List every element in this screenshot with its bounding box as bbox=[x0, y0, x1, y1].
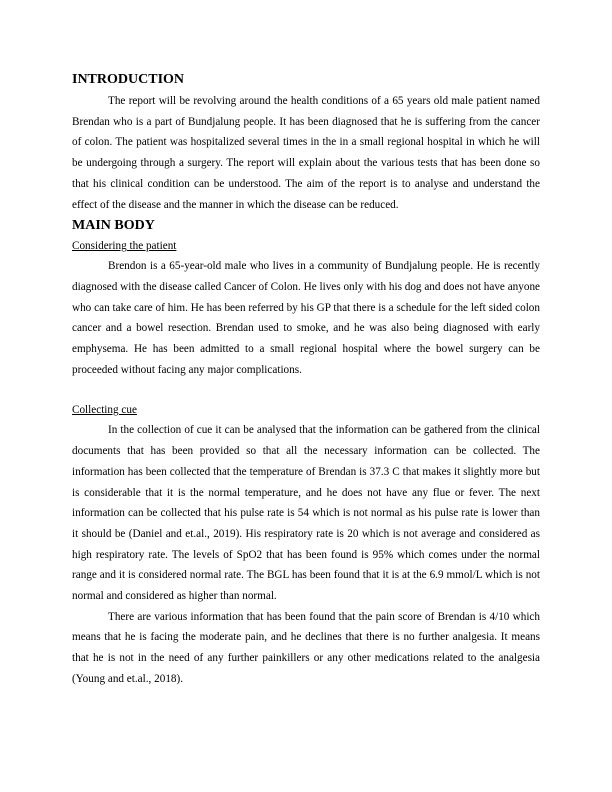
introduction-paragraph: The report will be revolving around the health conditions of a 65 years old male patient named Brendan who is a part of Bundjalung people. It has been diagnosed that he is suffering from the cancer of colon. The patient was hospitalized several times in the in a small regional hospital in which he will be undergoing through a surgery. The report will explain about the various tests that has been done so that his clinical condition can be understood. The aim of the report is to analyse and understand the effect of the disease and the manner in which the disease can be reduced. bbox=[72, 95, 540, 211]
main-body-heading: MAIN BODY bbox=[72, 218, 155, 234]
collecting-cue-subheading: Collecting cue bbox=[72, 404, 137, 417]
document-page bbox=[72, 71, 540, 690]
collecting-cue-paragraph-1: In the collection of cue it can be analysed that the information can be gathered from the clinical documents that has been provided so that all the necessary information can be collected. The information has been collected that the temperature of Brendan is 37.3 C that makes it slightly more but is considerable that it is the normal temperature, and he does not have any flue or fever. The next information can be collected that his pulse rate is 54 which is not normal as his pulse rate is lower than it should be (Daniel and et.al., 2019). His respiratory rate is 20 which is not average and considered as high respiratory rate. The levels of SpO2 that has been found is 95% which comes under the normal range and it is considered normal rate. The BGL has been found that it is at the 6.9 mmol/L which is not normal and considered as higher than normal. bbox=[72, 424, 540, 603]
considering-patient-subheading: Considering the patient bbox=[72, 240, 177, 253]
considering-patient-paragraph: Brendon is a 65-year-old male who lives in a community of Bundjalung people. He is recently diagnosed with the disease called Cancer of Colon. He lives only with his dog and does not have anyone who can take care of him. He has been referred by his GP that there is a schedule for the left sided colon cancer and a bowel resection. Brendan used to smoke, and he was also being diagnosed with early emphysema. He has been admitted to a small regional hospital where the bowel surgery can be proceeded without facing any major complications. bbox=[72, 260, 540, 376]
section-spacer bbox=[72, 380, 540, 400]
introduction-heading: INTRODUCTION bbox=[72, 72, 185, 87]
collecting-cue-paragraph-2: There are various information that has been found that the pain score of Brendan is 4/10 which means that he is facing the moderate pain, and he declines that there is no further analgesia. It means that he is not in the need of any further painkillers or any other medications related to the analgesia (Young and et.al., 2018). bbox=[72, 610, 540, 685]
